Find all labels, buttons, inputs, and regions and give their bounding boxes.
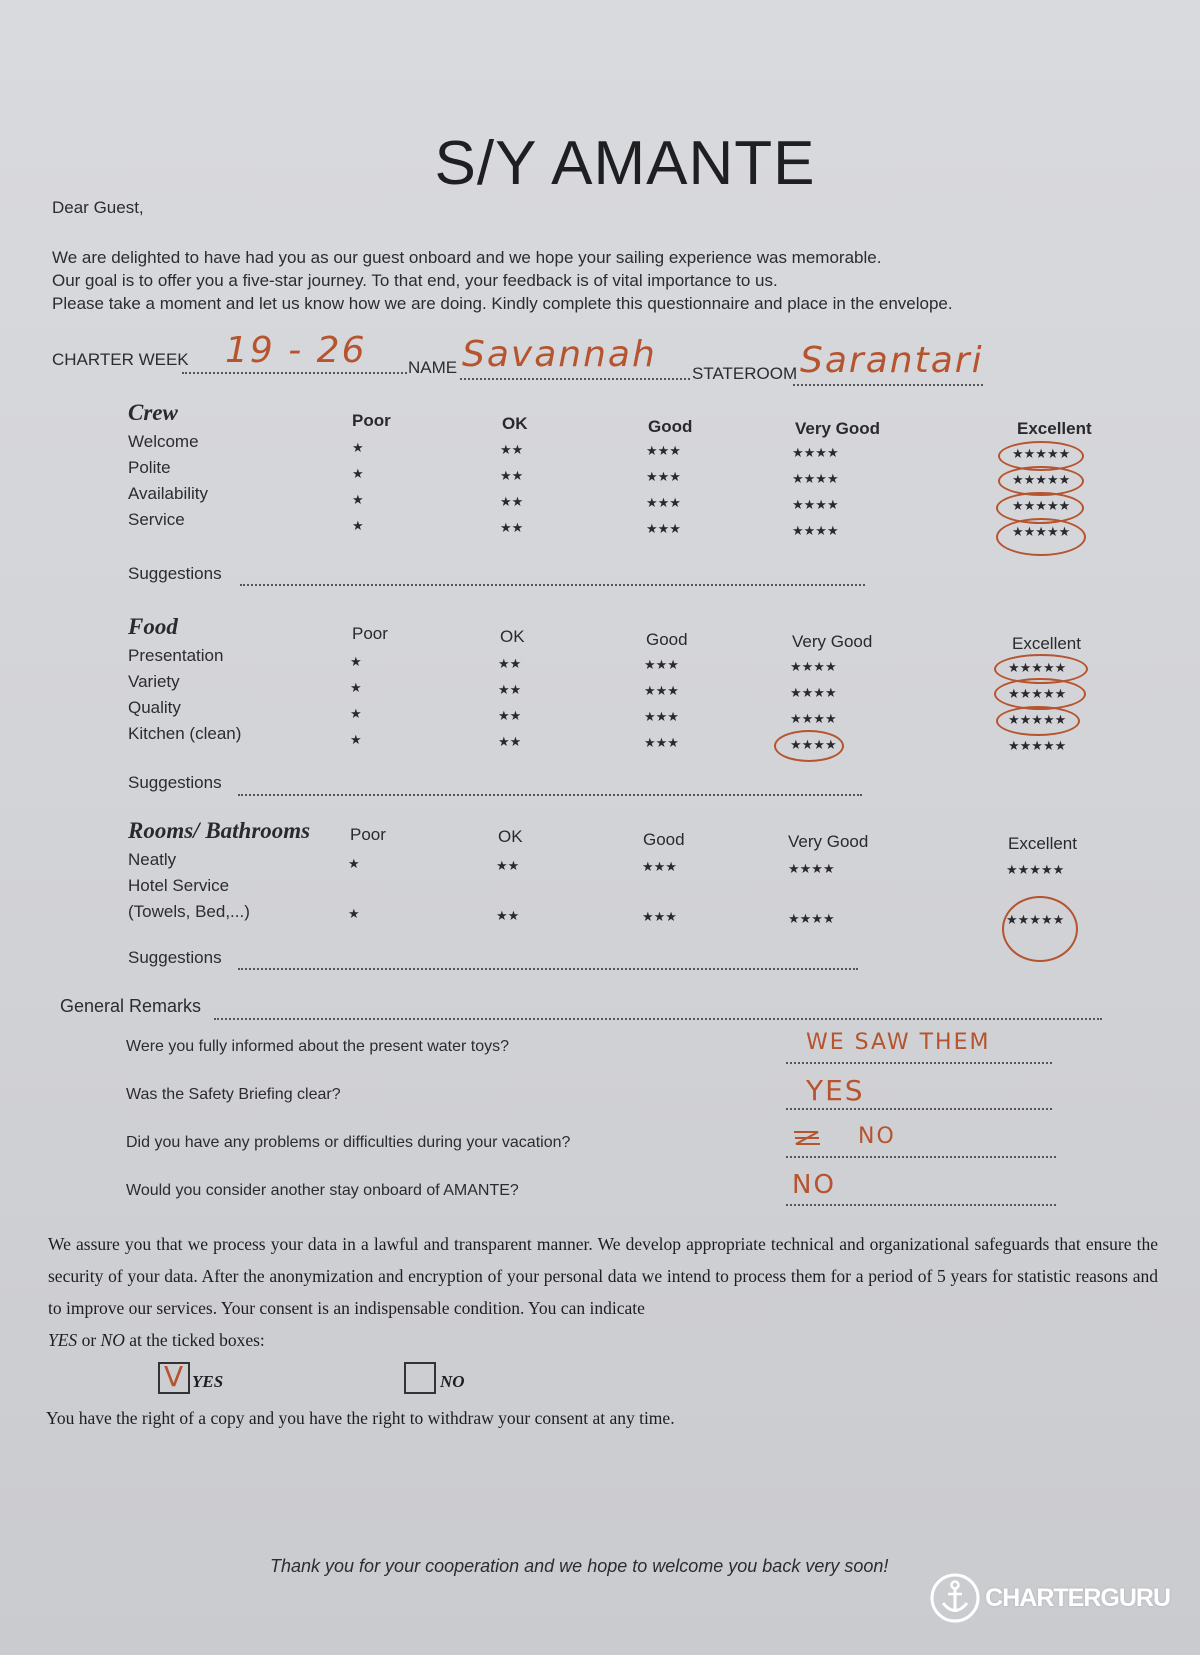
rooms-row-hotel-service-detail: (Towels, Bed,...) xyxy=(128,902,250,921)
food-row-0-option-2[interactable]: ★★★ xyxy=(644,657,679,672)
legal-text-no: NO xyxy=(100,1330,125,1350)
answer-another-stay[interactable]: NO xyxy=(792,1170,836,1200)
charter-week-field-line xyxy=(182,372,407,374)
food-row-2-option-3[interactable]: ★★★★ xyxy=(790,710,837,726)
food-row-1-option-1[interactable]: ★★ xyxy=(498,681,522,697)
rooms-row-2-option-3[interactable]: ★★★★ xyxy=(788,910,835,926)
crew-row-availability: Availability xyxy=(128,484,209,503)
rooms-suggestions-label: Suggestions xyxy=(128,948,222,967)
question-safety-briefing: Was the Safety Briefing clear? xyxy=(126,1086,341,1103)
food-kitchen-selection-circle xyxy=(774,730,844,762)
question-water-toys: Were you fully informed about the present water toys? xyxy=(126,1038,510,1055)
crew-row-0-option-4[interactable]: ★★★★★ xyxy=(1012,446,1071,461)
rooms-row-0-option-2[interactable]: ★★★ xyxy=(642,859,677,874)
answer-problems[interactable]: NO xyxy=(858,1124,896,1149)
food-row-1-option-0[interactable]: ★ xyxy=(350,680,362,695)
general-remarks-line[interactable] xyxy=(214,1018,1102,1020)
food-row-2-option-2[interactable]: ★★★ xyxy=(644,709,679,724)
legal-text-end: at the ticked boxes: xyxy=(129,1330,265,1350)
rooms-col-verygood: Very Good xyxy=(788,832,869,851)
food-row-3-option-3[interactable]: ★★★★ xyxy=(790,736,837,752)
rooms-row-neatly: Neatly xyxy=(128,850,177,869)
crew-suggestions-label: Suggestions xyxy=(128,564,222,583)
crew-col-excellent: Excellent xyxy=(1017,419,1092,438)
food-suggestions-line[interactable] xyxy=(238,794,862,796)
rooms-row-2-option-0[interactable]: ★ xyxy=(348,906,360,921)
food-col-excellent: Excellent xyxy=(1012,634,1081,653)
food-row-presentation: Presentation xyxy=(128,646,224,665)
crew-row-3-option-0[interactable]: ★ xyxy=(352,518,364,533)
anchor-icon xyxy=(929,1572,981,1624)
crew-row-1-option-4[interactable]: ★★★★★ xyxy=(1012,472,1071,487)
greeting: Dear Guest, xyxy=(52,198,144,217)
intro-line-1: We are delighted to have had you as our guest onboard and we hope your sailing experience was memorable. xyxy=(52,248,882,267)
legal-text-or: or xyxy=(81,1330,97,1350)
crew-row-3-option-2[interactable]: ★★★ xyxy=(646,521,681,536)
food-row-kitchen: Kitchen (clean) xyxy=(128,724,242,743)
crew-row-1-option-1[interactable]: ★★ xyxy=(500,467,524,483)
question-another-stay: Would you consider another stay onboard of AMANTE? xyxy=(126,1182,519,1199)
crew-row-0-option-3[interactable]: ★★★★ xyxy=(792,444,839,460)
crew-col-verygood: Very Good xyxy=(795,419,881,438)
rooms-row-2-option-1[interactable]: ★★ xyxy=(496,907,520,923)
crew-row-3-option-1[interactable]: ★★ xyxy=(500,519,524,535)
stateroom-label: STATEROOM xyxy=(692,364,798,383)
answer-safety-briefing[interactable]: YES xyxy=(806,1074,865,1107)
food-section-title: Food xyxy=(128,614,178,639)
intro-line-2: Our goal is to offer you a five-star journey. To that end, your feedback is of vital importance to us. xyxy=(52,271,778,290)
crew-suggestions-line[interactable] xyxy=(240,584,865,586)
food-row-3-option-2[interactable]: ★★★ xyxy=(644,735,679,750)
crew-col-good: Good xyxy=(648,417,693,436)
rooms-section-title: Rooms/ Bathrooms xyxy=(128,818,311,843)
food-row-2-option-4[interactable]: ★★★★★ xyxy=(1008,712,1067,727)
food-row-0-option-4[interactable]: ★★★★★ xyxy=(1008,660,1067,675)
consent-no-checkbox[interactable] xyxy=(404,1362,436,1394)
rooms-row-0-option-3[interactable]: ★★★★ xyxy=(788,860,835,876)
name-field-line xyxy=(460,378,690,380)
answer-line-another-stay xyxy=(786,1204,1056,1206)
rooms-row-hotel-service: Hotel Service xyxy=(128,876,230,895)
crew-row-1-option-3[interactable]: ★★★★ xyxy=(792,470,839,486)
food-col-ok: OK xyxy=(500,627,525,646)
crew-row-1-option-2[interactable]: ★★★ xyxy=(646,469,681,484)
legal-text-yes: YES xyxy=(48,1330,78,1350)
food-row-1-option-2[interactable]: ★★★ xyxy=(644,683,679,698)
food-row-0-option-3[interactable]: ★★★★ xyxy=(790,658,837,674)
food-row-0-option-0[interactable]: ★ xyxy=(350,654,362,669)
consent-no-label: NO xyxy=(440,1372,465,1391)
food-row-3-option-1[interactable]: ★★ xyxy=(498,733,522,749)
food-row-1-option-4[interactable]: ★★★★★ xyxy=(1008,686,1067,701)
watermark-brand: CHARTERGURU xyxy=(985,1583,1170,1612)
rooms-row-0-option-1[interactable]: ★★ xyxy=(496,857,520,873)
food-suggestions-label: Suggestions xyxy=(128,773,222,792)
closing-text: Thank you for your cooperation and we hope to welcome you back very soon! xyxy=(270,1556,889,1576)
page-title: S/Y AMANTE xyxy=(434,129,816,198)
crew-row-2-option-3[interactable]: ★★★★ xyxy=(792,496,839,512)
answer-line-problems xyxy=(786,1156,1056,1158)
crew-row-0-option-2[interactable]: ★★★ xyxy=(646,443,681,458)
crew-row-3-option-3[interactable]: ★★★★ xyxy=(792,522,839,538)
food-row-1-option-3[interactable]: ★★★★ xyxy=(790,684,837,700)
food-quality-selection-circle xyxy=(996,706,1080,736)
rooms-col-good: Good xyxy=(643,830,685,849)
stateroom-value[interactable]: Sarantari xyxy=(800,340,984,381)
food-row-0-option-1[interactable]: ★★ xyxy=(498,655,522,671)
charter-week-label: CHARTER WEEK xyxy=(52,350,189,369)
food-row-3-option-0[interactable]: ★ xyxy=(350,732,362,747)
rooms-row-0-option-4[interactable]: ★★★★★ xyxy=(1006,862,1065,877)
crew-row-0-option-1[interactable]: ★★ xyxy=(500,441,524,457)
crew-row-polite: Polite xyxy=(128,458,171,477)
name-label: NAME xyxy=(408,358,458,377)
rooms-row-2-option-4[interactable]: ★★★★★ xyxy=(1006,912,1065,927)
crew-row-0-option-0[interactable]: ★ xyxy=(352,440,364,455)
crew-row-2-option-1[interactable]: ★★ xyxy=(500,493,524,509)
check-mark-icon: V xyxy=(164,1360,184,1393)
rooms-row-2-option-2[interactable]: ★★★ xyxy=(642,909,677,924)
food-row-2-option-0[interactable]: ★ xyxy=(350,706,362,721)
general-remarks-label: General Remarks xyxy=(60,996,202,1016)
rooms-col-poor: Poor xyxy=(350,825,386,844)
crew-row-1-option-0[interactable]: ★ xyxy=(352,466,364,481)
food-row-quality: Quality xyxy=(128,698,181,717)
question-problems: Did you have any problems or difficulties during your vacation? xyxy=(126,1134,571,1151)
consent-yes-label: YES xyxy=(192,1372,224,1391)
crew-row-service: Service xyxy=(128,510,185,529)
food-row-3-option-4[interactable]: ★★★★★ xyxy=(1008,738,1067,753)
charter-week-value[interactable]: 19 - 26 xyxy=(225,330,367,371)
crew-section-title: Crew xyxy=(128,400,178,425)
food-col-good: Good xyxy=(646,630,688,649)
food-col-verygood: Very Good xyxy=(792,632,873,651)
crew-service-selection-circle xyxy=(996,518,1086,556)
rooms-row-0-option-0[interactable]: ★ xyxy=(348,856,360,871)
crew-col-ok: OK xyxy=(502,414,528,433)
rooms-col-excellent: Excellent xyxy=(1008,834,1077,853)
rooms-suggestions-line[interactable] xyxy=(238,968,858,970)
crew-row-welcome: Welcome xyxy=(128,432,199,451)
stateroom-field-line xyxy=(793,384,983,386)
answer-line-safety-briefing xyxy=(786,1108,1052,1110)
crew-row-2-option-0[interactable]: ★ xyxy=(352,492,364,507)
name-value[interactable]: Savannah xyxy=(462,334,657,375)
food-row-variety: Variety xyxy=(128,672,180,691)
intro-line-3: Please take a moment and let us know how we are doing. Kindly complete this questionnaire and place in the envelope. xyxy=(52,294,953,313)
legal-text-main: We assure you that we process your data in a lawful and transparent manner. We develop appropriate technical and organizational safeguards that ensure the security of your data. After the anonymization and encryption of your personal data we intend to process them for a period of 5 years for statistic reasons and to improve our services. Your consent is an indispensable condition. You can indicate xyxy=(48,1234,1158,1318)
scribbled-out-mark xyxy=(792,1128,822,1148)
crew-row-2-option-2[interactable]: ★★★ xyxy=(646,495,681,510)
crew-row-2-option-4[interactable]: ★★★★★ xyxy=(1012,498,1071,513)
food-row-2-option-1[interactable]: ★★ xyxy=(498,707,522,723)
data-protection-paragraph xyxy=(48,1228,1158,1356)
answer-water-toys[interactable]: WE SAW THEM xyxy=(806,1030,991,1055)
consent-yes-checkbox[interactable] xyxy=(158,1362,190,1394)
rights-text: You have the right of a copy and you have the right to withdraw your consent at any time. xyxy=(46,1408,675,1428)
crew-col-poor: Poor xyxy=(352,411,391,430)
food-col-poor: Poor xyxy=(352,624,388,643)
watermark-logo xyxy=(929,1572,1170,1624)
rooms-col-ok: OK xyxy=(498,827,523,846)
crew-row-3-option-4[interactable]: ★★★★★ xyxy=(1012,524,1071,539)
rooms-hotel-service-selection-circle xyxy=(1002,896,1078,962)
answer-line-water-toys xyxy=(786,1062,1052,1064)
